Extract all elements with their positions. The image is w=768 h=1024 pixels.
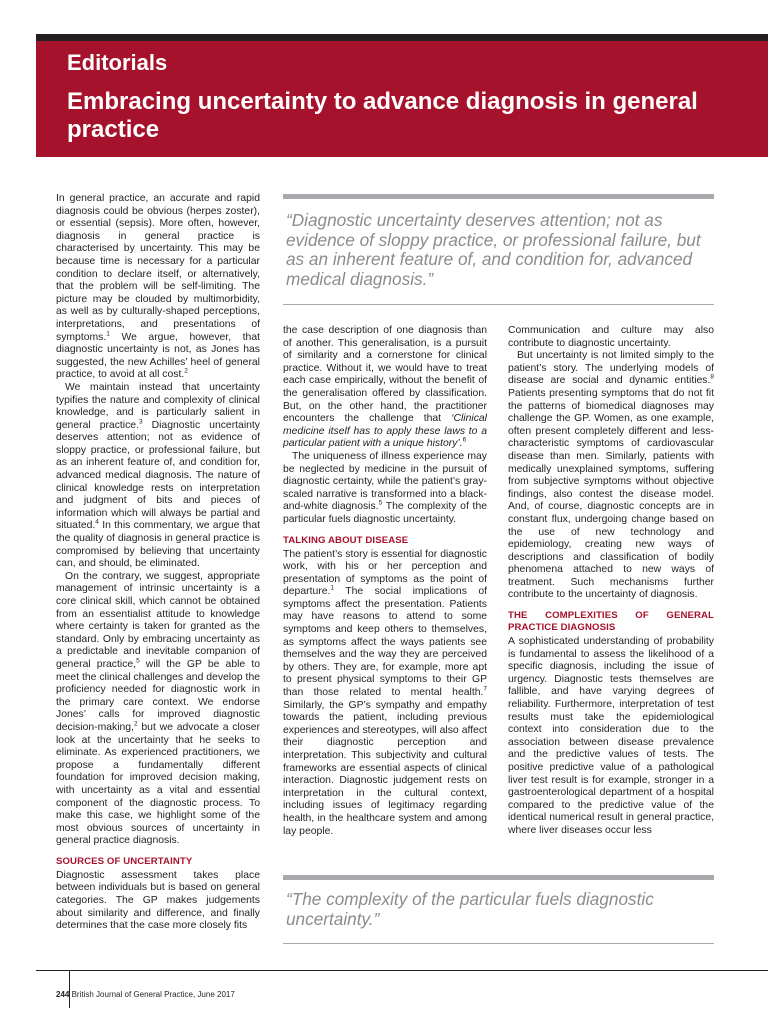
pullquote-bottom-rule — [283, 304, 714, 305]
header-top-rule — [36, 34, 768, 41]
paragraph: The uniqueness of illness experience may be neglected by medicine in the pursuit of diagnostic certainty, while the patient’s gray-scaled narrative is transformed into a black-and-white diagnosis.$^5$ The complexity of the particular fuels diagnostic uncertainty. — [283, 450, 487, 525]
body-column-2 — [283, 325, 487, 855]
paragraph: We maintain instead that uncertainty typifies the nature and complexity of clinical knowledge, and is particularly salient in general practice.$^3$ Diagnostic uncertainty deserves attention; not as evidence of sloppy practice, or professional failure, but as an inherent feature of, and condition for, advanced medical diagnosis. The nature of clinical knowledge rests on interpretation and judgment of bits and pieces of information which will always be partial and situated.$^4$ In this commentary, we argue that the quality of diagnosis in general practice is compromised by believing that uncertainty can, and should, be eliminated. — [56, 381, 260, 570]
section-label: Editorials — [67, 50, 168, 75]
paragraph: But uncertainty is not limited simply to the patient’s story. The underlying models of disease are social and dynamic entities.$^8$ Patients presenting symptoms that do not fit the patterns of biomedical diagnoses may challenge the GP. Women, as one example, often present completely different and less-characteristic symptoms of cardiovascular disease than men. Similarly, patients with medically unexplained symptoms, suffering from subjective symptoms without objective findings, also contest the disease model. And, of course, diagnostic concepts are in constant flux, undergoing change based on the use of new technology and epidemiology, creating new ways of descriptions and classification of bodily phenomena attached to new ways of treatment. Such mechanisms further contribute to the uncertainty of diagnosis. — [508, 350, 714, 601]
pullquote-2-bottom-rule — [283, 943, 714, 944]
pullquote-2-top-rule — [283, 875, 714, 880]
pullquote-top-rule — [283, 194, 714, 199]
body-column-3 — [508, 325, 714, 855]
paragraph: In general practice, an accurate and rapid diagnosis could be obvious (herpes zoster), or essential (sepsis). More often, however, diagnosis in general practice is characterised by uncertainty. This may be because time is necessary for a particular condition to declare itself, or alternatively, that the problem will be self-limiting. The picture may be clouded by multimorbidity, as well as by culturally-shaped perceptions, interpretations, and presentations of symptoms.$^1$ We argue, however, that diagnostic uncertainty is not, as Jones has suggested, the new Achilles’ heel of general practice, to avoid at all cost.$^2$ — [56, 193, 260, 381]
pullquote-1: “Diagnostic uncertainty deserves attention; not as evidence of sloppy practice, or professional failure, but as an inherent feature of, and condition for, advanced medical diagnosis.” — [286, 210, 701, 289]
page-footer — [56, 990, 235, 1000]
article-title: Embracing uncertainty to advance diagnosis in general practice — [67, 88, 698, 143]
paragraph: Diagnostic assessment takes place between individuals but is based on general categories. The GP makes judgements about similarity and difference, and finally determines that the case more closely fits — [56, 869, 260, 932]
pullquote-2: “The complexity of the particular fuels diagnostic uncertainty.” — [286, 889, 654, 929]
paragraph: Communication and culture may also contribute to diagnostic uncertainty. — [508, 325, 714, 349]
paragraph: The patient’s story is essential for diagnostic work, with his or her perception and presentation of symptoms as the point of departure.$^1$ The social implications of symptoms affect the presentation. Patients may have reasons to attend to some symptoms and keep others to themselves, as symptoms affect the ways patients see themselves and the way they are perceived by others. They are, for example, more apt to present physical symptoms to their GP than those related to mental health.$^7$ Similarly, the GP’s sympathy and empathy towards the patient, including previous experiences and stereotypes, will also affect their diagnostic perception and interpretation. This subjectivity and cultural frameworks are essential aspects of clinical interaction. Diagnostic judgement rests on interpretation in the cultural context, including issues of legitimacy regarding health, in the healthcare system and among lay people. — [283, 548, 487, 837]
footer-rule — [36, 970, 768, 971]
paragraph: the case description of one diagnosis than of another. This generalisation, is a pursuit of similarity and a cornerstone for clinical practice. Without it, we would have to treat each case empirically, without the benefit of the generalisation offered by classification. But, on the other hand, the practitioner encounters the challenge that ‘Clinical medicine itself has to apply these laws to a particular patient with a unique history’.$^6$ — [283, 325, 487, 450]
paragraph: On the contrary, we suggest, appropriate management of intrinsic uncertainty is a core clinical skill, which cannot be obtained from an essentialist attitude to knowledge where certainty is taken for granted as the standard. Only by embracing uncertainty as a predictable and inevitable companion of general practice,$^5$ will the GP be able to meet the clinical challenges and develop the proficiency needed for diagnostic work in the primary care context. We endorse Jones’ calls for improved diagnostic decision-making,$^2$ but we advocate a closer look at the uncertainty that he seeks to eliminate. As experienced practitioners, we propose a fundamentally different foundation for improved decision making, with uncertainty as a vital and essential component of the diagnostic process. To make this case, we highlight some of the most obvious sources of uncertainty in general practice diagnosis. — [56, 570, 260, 847]
footer-tick — [69, 970, 70, 1008]
page-number: 244 — [56, 990, 70, 999]
header-banner — [36, 41, 768, 157]
body-column-1 — [56, 193, 260, 957]
paragraph: A sophisticated understanding of probability is fundamental to assess the likelihood of a specific diagnosis, including the issue of urgency. Diagnostic tests themselves are fallible, and have varying degrees of reliability. Furthermore, interpretation of test results must take the epidemiological context into consideration due to the association between disease prevalence and the predictive values of tests. The positive predictive value of a pathological liver test result is for example, stronger in a gastroenterological department of a hospital compared to the predictive value of the identical numerical result in general practice, where liver diseases occur less — [508, 636, 714, 836]
journal-citation: British Journal of General Practice, June 2017 — [71, 990, 235, 999]
subheading-talking: TALKING ABOUT DISEASE — [283, 534, 409, 546]
subheading-sources: SOURCES OF UNCERTAINTY — [56, 855, 193, 867]
subheading-complexities: THE COMPLEXITIES OF GENERAL PRACTICE DIAGNOSIS — [508, 610, 714, 634]
